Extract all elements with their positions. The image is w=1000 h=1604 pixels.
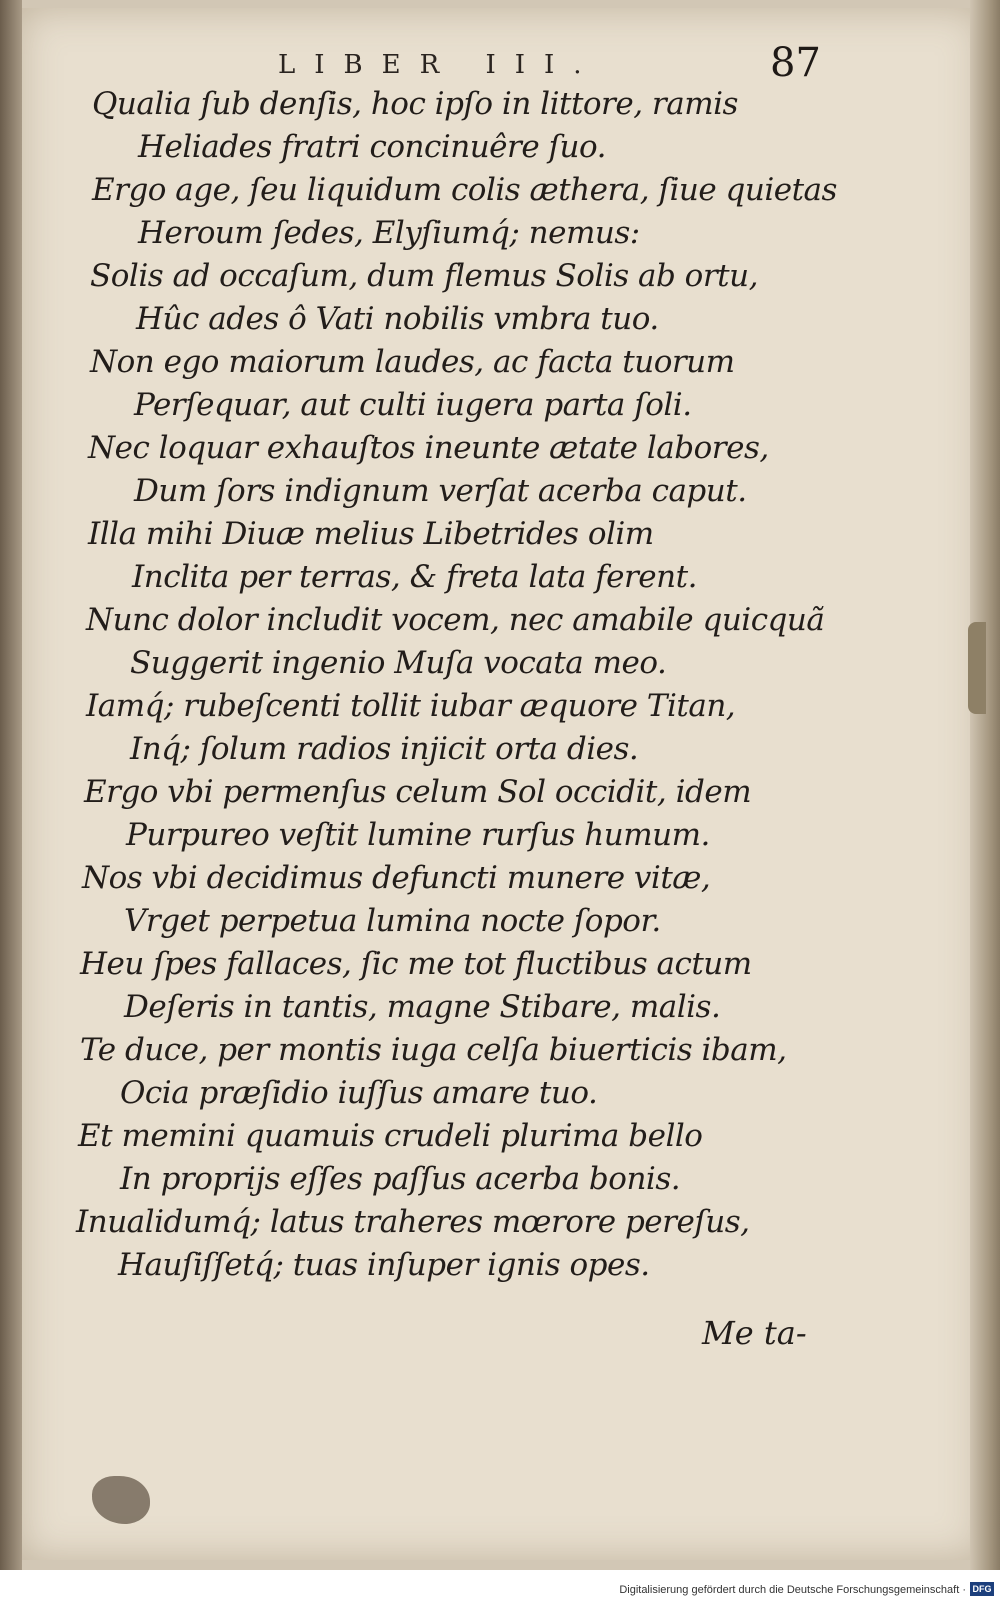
verse-line: Inq́; ſolum radios injicit orta dies.	[130, 731, 639, 767]
verse-line: In proprijs eſſes paſſus acerba bonis.	[120, 1161, 681, 1197]
verse-line: Heu ſpes fallaces, ſic me tot fluctibus actum	[80, 946, 752, 982]
verse-line: Hûc ades ô Vati nobilis vmbra tuo.	[136, 301, 659, 337]
verse-line: Ergo age, ſeu liquidum colis æthera, ſiue quietas	[92, 172, 837, 208]
verse-line: Iamq́; rubeſcenti tollit iubar æquore Titan,	[86, 688, 736, 724]
verse-line: Nunc dolor includit vocem, nec amabile quicquã	[86, 602, 825, 638]
verse-line: Deſeris in tantis, magne Stibare, malis.	[124, 989, 721, 1025]
page-number: 87	[770, 40, 821, 86]
verse-line: Et memini quamuis crudeli plurima bello	[78, 1118, 703, 1154]
verse-line: Suggerit ingenio Muſa vocata meo.	[130, 645, 667, 681]
running-head: LIBER III.	[278, 50, 601, 80]
verse-line: Nec loquar exhauſtos ineunte ætate labores,	[88, 430, 769, 466]
verse-line: Heliades fratri concinuêre ſuo.	[138, 129, 606, 165]
verse-line: Te duce, per montis iuga celſa biuerticis ibam,	[80, 1032, 787, 1068]
funding-credit: Digitalisierung gefördert durch die Deutsche Forschungsgemeinschaft ·	[619, 1584, 966, 1596]
verse-line: Vrget perpetua lumina nocte ſopor.	[124, 903, 661, 939]
verse-line: Nos vbi decidimus defuncti munere vitæ,	[82, 860, 711, 896]
verse-line: Qualia ſub denſis, hoc ipſo in littore, ramis	[92, 86, 738, 122]
verse-line: Heroum ſedes, Elyſiumq́; nemus:	[138, 215, 640, 251]
thumb-tab	[968, 622, 986, 714]
verse-line: Inualidumq́; latus traheres mœrore pereſus,	[76, 1204, 750, 1240]
page-fore-edge	[970, 0, 1000, 1570]
book-spine-edge	[0, 0, 22, 1570]
verse-line: Illa mihi Diuæ melius Libetrides olim	[88, 516, 654, 552]
verse-line: Dum ſors indignum verſat acerba caput.	[134, 473, 747, 509]
page-header	[0, 40, 1000, 90]
catchword: Me ta-	[702, 1314, 807, 1352]
verse-line: Hauſiſſetq́; tuas inſuper ignis opes.	[118, 1247, 650, 1283]
verse-line: Ocia præſidio iuſſus amare tuo.	[120, 1075, 598, 1111]
verse-line: Non ego maiorum laudes, ac facta tuorum	[90, 344, 735, 380]
verse-line: Ergo vbi permenſus celum Sol occidit, idem	[84, 774, 752, 810]
verse-line: Inclita per terras, & freta lata ferent.	[132, 559, 697, 595]
dfg-logo: DFG	[970, 1582, 994, 1596]
digitization-footer	[0, 1570, 1000, 1604]
verse-line: Solis ad occaſum, dum flemus Solis ab ortu,	[90, 258, 758, 294]
verse-line: Perſequar, aut culti iugera parta ſoli.	[134, 387, 692, 423]
verse-line: Purpureo veſtit lumine rurſus humum.	[126, 817, 710, 853]
